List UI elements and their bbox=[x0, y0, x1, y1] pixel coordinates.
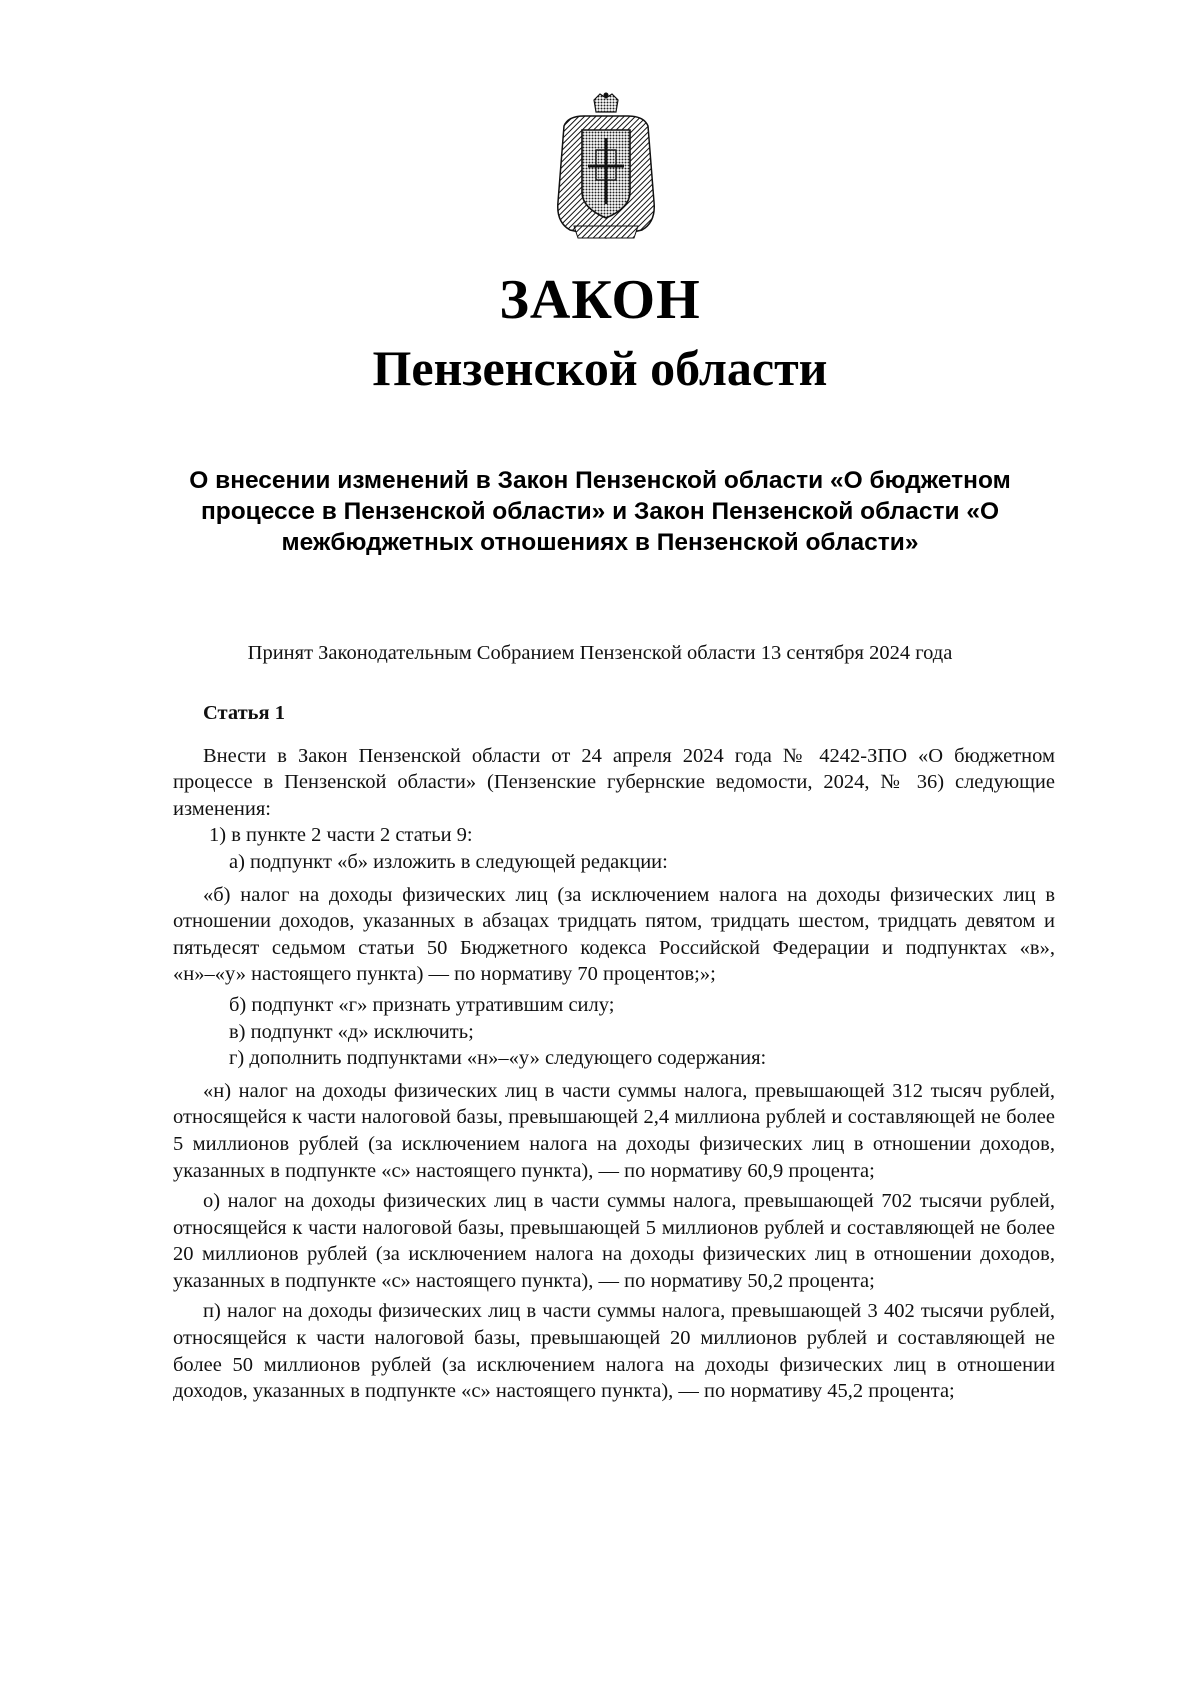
paragraph-intro: Внести в Закон Пензенской области от 24 апреля 2024 года № 4242-ЗПО «О бюджетном процессе в Пензенской области» (Пензенские губернские ведомости, 2024, № 36) следующие изменения: bbox=[173, 744, 1055, 820]
quoted-subitem-p: п) налог на доходы физических лиц в части суммы налога, превышающей 3 402 тысячи рублей, относящейся к части налоговой базы, превышающей 20 миллионов рублей и составляющей не более 50 миллионов рублей (за исключением налога на доходы физических лиц в отношении доходов, указанных в подпункте «с» настоящего пункта), — по нормативу 45,2 процента; bbox=[173, 1300, 1055, 1403]
law-subject-heading: О внесении изменений в Закон Пензенской области «О бюджетном процессе в Пензенской области» и Закон Пензенской области «О межбюджетных отношениях в Пензенской области» bbox=[189, 467, 1011, 556]
law-region-title: Пензенской области bbox=[372, 340, 828, 396]
quoted-subitem-o: о) налог на доходы физических лиц в части суммы налога, превышающей 702 тысячи рублей, относящейся к части налоговой базы, превышающей 5 миллионов рублей и составляющей не более 20 миллионов рублей (за исключением налога на доходы физических лиц в отношении доходов, указанных в подпункте «с» настоящего пункта), — по нормативу 50,2 процента; bbox=[173, 1190, 1055, 1292]
adoption-note: Принят Законодательным Собранием Пензенской области 13 сентября 2024 года bbox=[247, 642, 953, 664]
law-body bbox=[173, 700, 1055, 1409]
quoted-subitem-n: «н) налог на доходы физических лиц в части суммы налога, превышающей 312 тысяч рублей, относящейся к части налоговой базы, превышающей 2,4 миллиона рублей и составляющей не более 5 миллионов рублей (за исключением налога на доходы физических лиц в отношении доходов, указанных в подпункте «с» настоящего пункта), — по нормативу 60,9 процента; bbox=[173, 1079, 1055, 1182]
list-item-1: 1) в пункте 2 части 2 статьи 9: bbox=[209, 824, 473, 847]
quoted-subitem-b: «б) налог на доходы физических лиц (за исключением налога на доходы физических лиц в отношении доходов, указанных в абзацах тридцать пятом, тридцать шестом, тридцать девятом и пятьдесят седьмом статьи 50 Бюджетного кодекса Российской Федерации и подпунктах «в», «н»–«у» настоящего пункта) — по нормативу 70 процентов;»; bbox=[173, 883, 1055, 986]
subitem-b: б) подпункт «г» признать утратившим силу; bbox=[229, 993, 615, 1016]
subitem-a: а) подпункт «б» изложить в следующей редакции: bbox=[229, 850, 668, 873]
subitem-v: в) подпункт «д» исключить; bbox=[229, 1020, 474, 1043]
subitem-g: г) дополнить подпунктами «н»–«у» следующего содержания: bbox=[229, 1047, 767, 1070]
article-heading: Статья 1 bbox=[203, 702, 285, 724]
emblem-icon bbox=[546, 92, 666, 242]
law-title: ЗАКОН bbox=[499, 269, 701, 331]
